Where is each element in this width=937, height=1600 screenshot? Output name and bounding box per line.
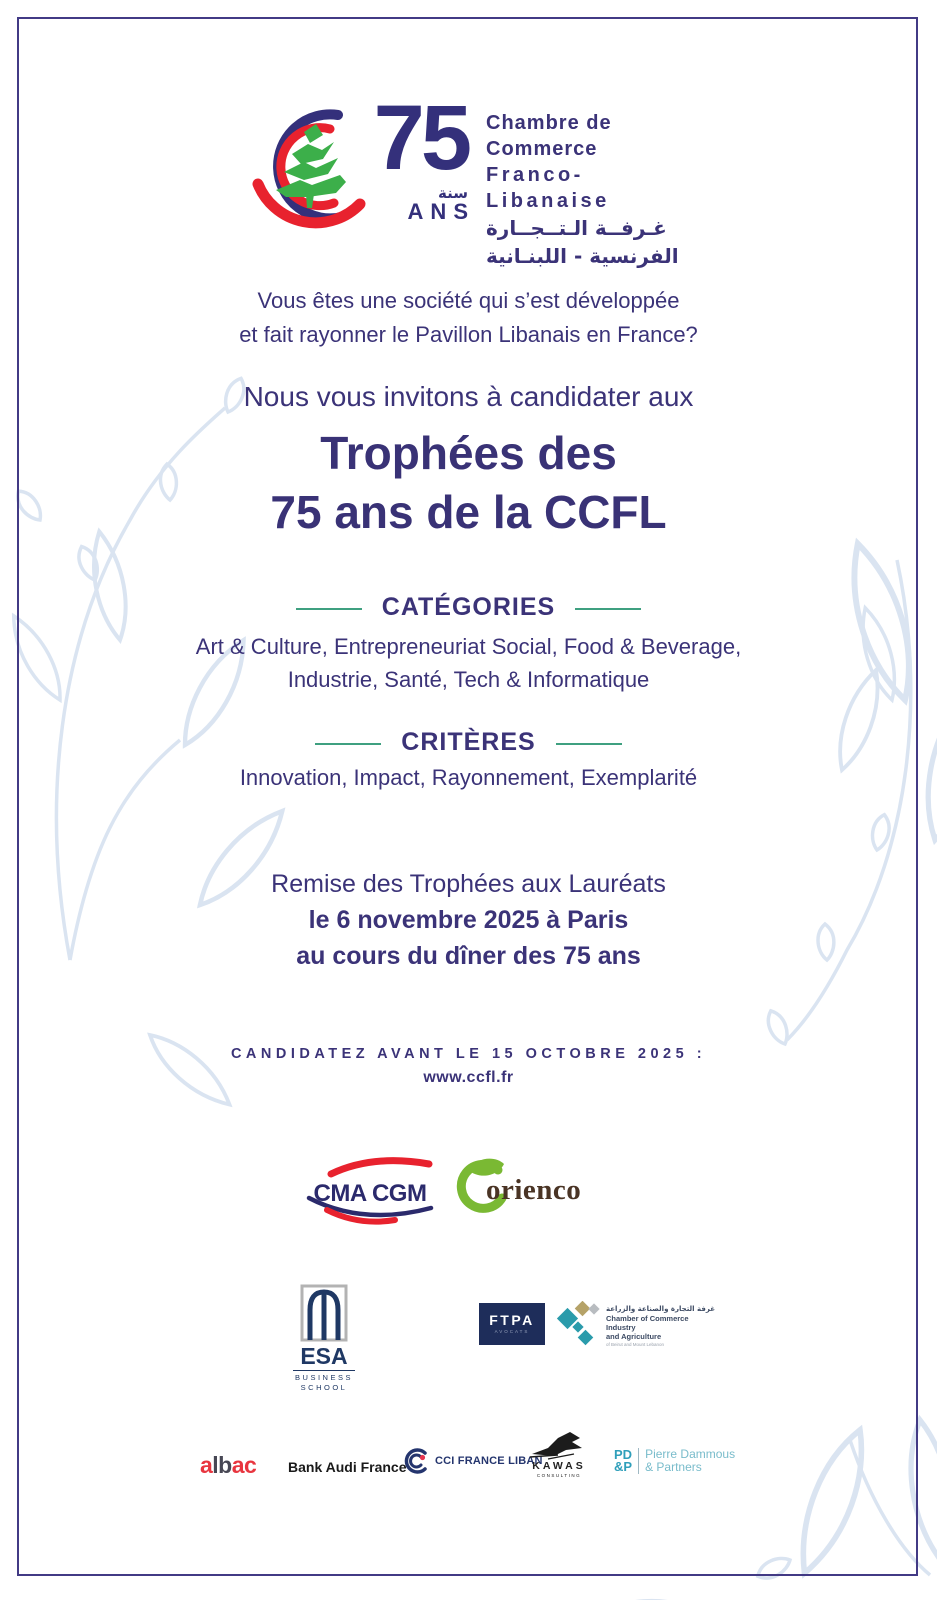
categories-line1: Art & Culture, Entrepreneuriat Social, Food & Beverage, [195, 634, 742, 659]
albac-logo [200, 1452, 256, 1479]
esa-sub1: BUSINESS [293, 1370, 355, 1383]
website-link[interactable]: www.ccfl.fr [423, 1069, 514, 1086]
org-name-arabic1: غـرفــة الـتــجــارة [486, 216, 667, 240]
intro-line1: Vous êtes une société qui s’est développée [257, 288, 680, 313]
criteria-line1: Innovation, Impact, Rayonnement, Exemplarité [239, 765, 698, 790]
orienco-logo [452, 1156, 597, 1220]
esa-label: ESA [300, 1343, 348, 1369]
org-name-arabic2: الفرنسية - اللبنـانية [486, 244, 679, 268]
invitation-text: Nous vous invitons à candidater aux [243, 381, 694, 412]
albac-p1: a [200, 1452, 213, 1478]
kawas-sub: CONSULTING [536, 1473, 582, 1478]
categories-line2: Industrie, Santé, Tech & Informatique [287, 667, 650, 692]
title-line1: Trophées des [320, 427, 617, 479]
ftpa-sub: AVOCATS [494, 1329, 530, 1334]
pdp-name-line1: Pierre Dammous [645, 1447, 736, 1461]
esa-logo [293, 1284, 355, 1393]
chamber-diamonds-icon [556, 1301, 604, 1351]
dash-right [575, 608, 641, 610]
chamber-of-commerce-logo [556, 1297, 716, 1355]
title-line2: 75 ans de la CCFL [270, 486, 667, 538]
kawas-bird-icon [528, 1430, 590, 1460]
cci-ring-icon [404, 1448, 430, 1474]
bank-audi-logo: Bank Audi France [288, 1459, 407, 1475]
pdp-name-line2: & Partners [645, 1460, 702, 1474]
cci-label: CCI FRANCE LIBAN [435, 1455, 543, 1467]
ccfl-swoosh-cedar-icon [248, 102, 370, 234]
ceremony-line3: au cours du dîner des 75 ans [296, 942, 641, 970]
pdp-abbr [614, 1449, 632, 1473]
cci-france-liban-logo [404, 1448, 543, 1474]
intro-line2: et fait rayonner le Pavillon Libanais en France? [239, 322, 698, 347]
pdp-abbr2: &P [614, 1459, 633, 1474]
intro-text [0, 284, 937, 352]
categories-heading-label: CATÉGORIES [381, 593, 556, 621]
logo-75: 75 [373, 87, 468, 189]
chamber-line3: of Beirut and Mount Lebanon [606, 1342, 665, 1347]
ccfl-logo [240, 87, 700, 268]
logo-arabic-years: سنة [438, 184, 468, 202]
chamber-arabic: غرفة التجارة والصناعة والزراعة [606, 1305, 715, 1313]
albac-p2: lb [212, 1452, 232, 1478]
kawas-label: KAWAS [532, 1460, 586, 1472]
ceremony-info [0, 866, 937, 974]
cma-cgm-logo [303, 1152, 437, 1228]
kawas-logo [528, 1430, 590, 1479]
ftpa-label: FTPA [489, 1312, 535, 1328]
criteria-list [0, 761, 937, 794]
esa-sub2: SCHOOL [300, 1383, 348, 1392]
dash-left [315, 743, 381, 745]
pdp-name [645, 1448, 735, 1474]
pdp-divider [638, 1448, 639, 1474]
pdp-abbr1: PD [614, 1447, 633, 1462]
org-name [486, 110, 700, 270]
dash-right [556, 743, 622, 745]
esa-arch-icon [300, 1284, 348, 1342]
categories-list [0, 630, 937, 696]
pdp-logo [614, 1448, 735, 1474]
chamber-line1: Chamber of Commerce Industry [606, 1314, 689, 1332]
border-frame [17, 17, 918, 1576]
cma-cgm-label: CMA CGM [313, 1180, 427, 1207]
categories-heading [0, 593, 937, 622]
logo-75-ans [362, 87, 475, 224]
criteria-heading [0, 728, 937, 757]
chamber-text [606, 1305, 718, 1348]
ftpa-logo [479, 1303, 545, 1345]
page-title [0, 424, 937, 542]
dash-left [296, 608, 362, 610]
org-name-line2: Franco-Libanaise [486, 164, 610, 212]
org-name-line1: Chambre de Commerce [486, 112, 612, 160]
criteria-heading-label: CRITÈRES [401, 728, 536, 756]
orienco-label: orienco [486, 1174, 582, 1206]
ceremony-line1: Remise des Trophées aux Lauréats [271, 870, 666, 898]
deadline-text: CANDIDATEZ AVANT LE 15 OCTOBRE 2025 : [230, 1046, 707, 1062]
ceremony-date: le 6 novembre 2025 à Paris [308, 906, 629, 934]
albac-p3: ac [231, 1452, 257, 1478]
logo-ans: ANS [407, 199, 475, 224]
chamber-line2: and Agriculture [606, 1332, 662, 1341]
